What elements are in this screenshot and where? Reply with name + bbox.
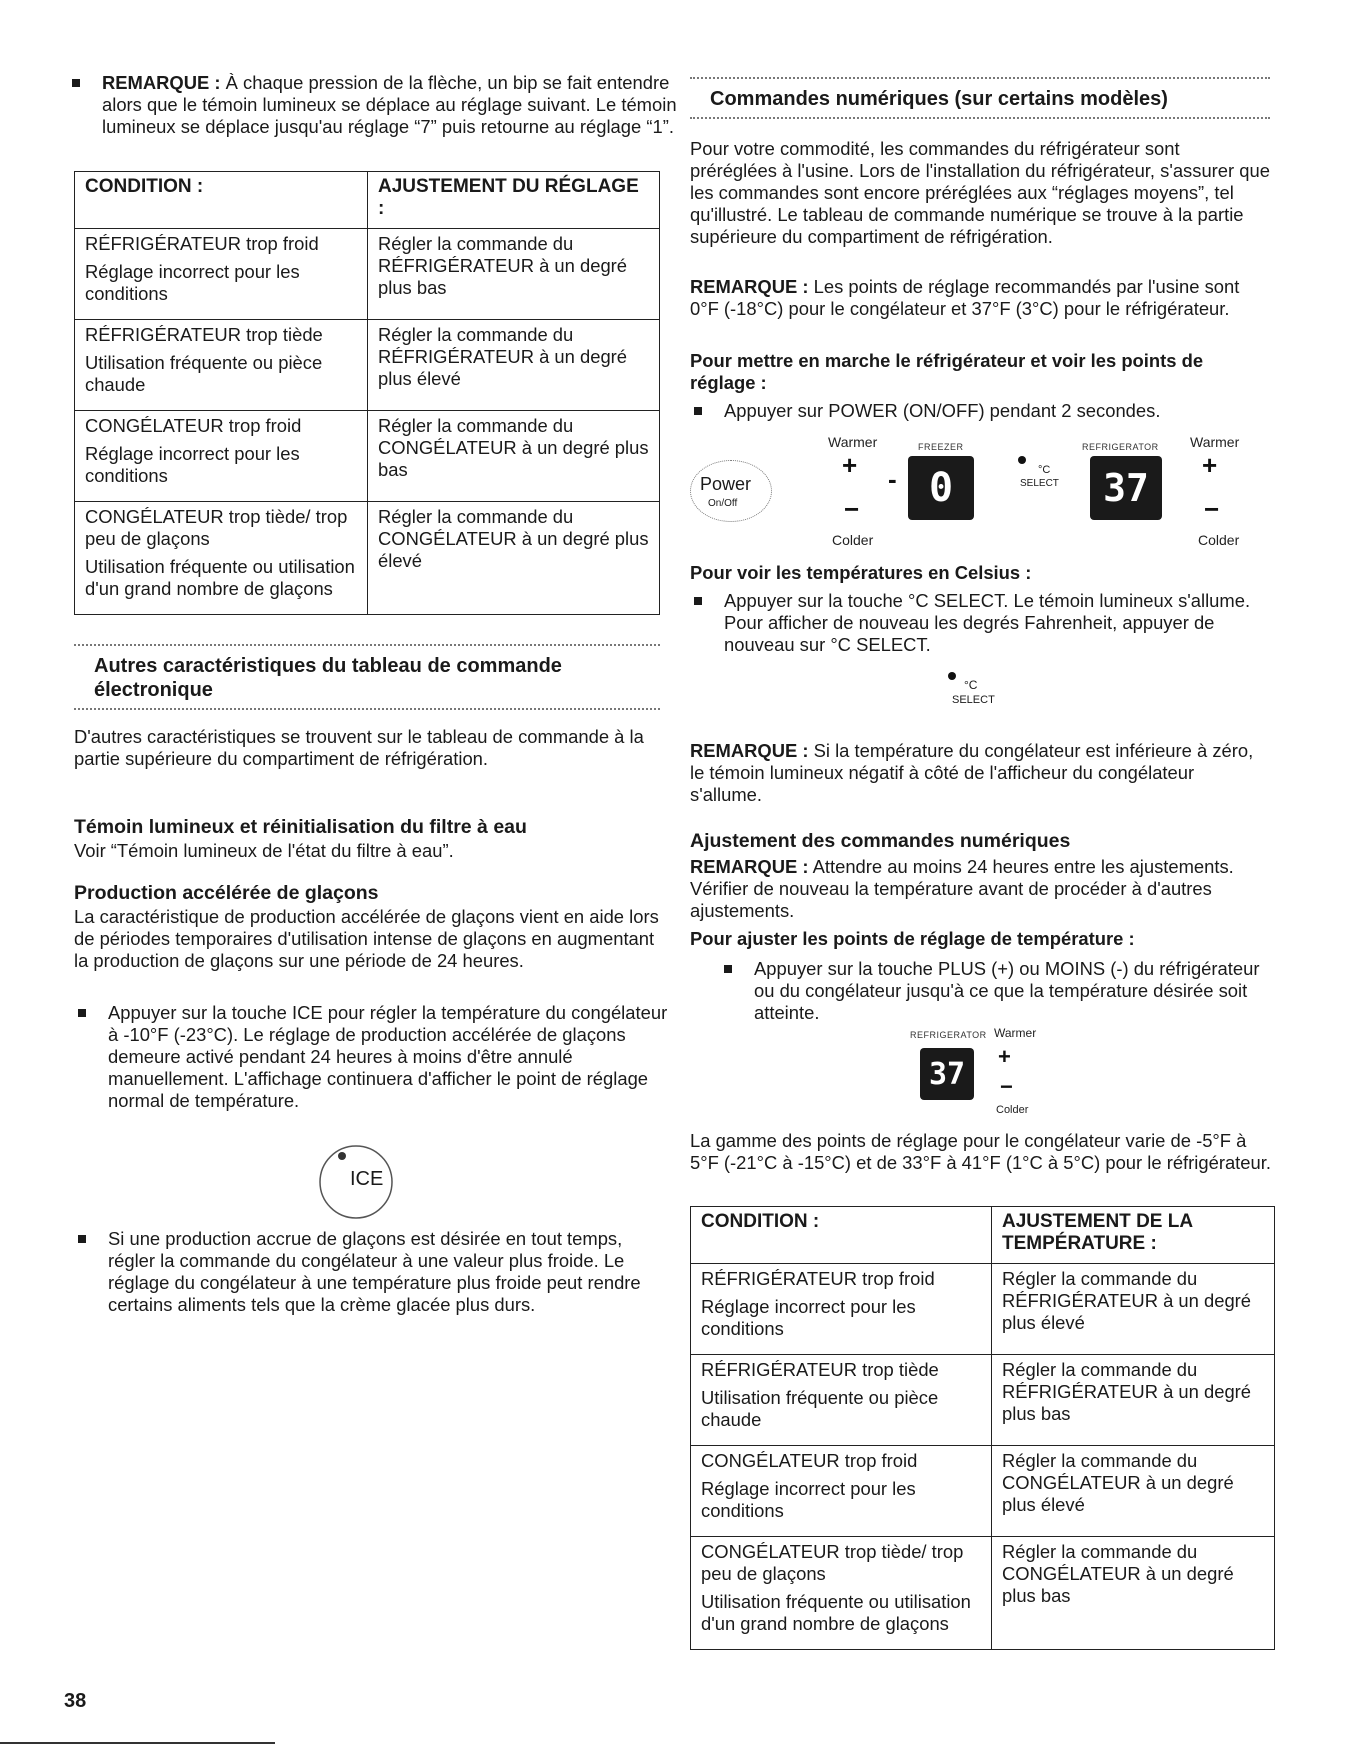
digital-intro: Pour votre commodité, les commandes du réfrigérateur sont préréglées à l'usine. Lors de l'installation du réfrigérateur, s'assurer que les commandes sont encore préréglées aux “réglages moyens”, tel qu'illustré. Le tableau de commande numérique se trouve à la partie supérieure du compartiment de réfrigération. xyxy=(690,138,1270,247)
fridge-minus-button[interactable] xyxy=(996,1074,1022,1100)
freezer-colder-label: Colder xyxy=(832,532,874,548)
adjust-text: Régler la commande du RÉFRIGÉRATEUR à un degré plus élevé xyxy=(1002,1268,1252,1333)
minus-icon: − xyxy=(844,494,860,524)
remarque-1 xyxy=(690,276,1270,320)
header-adjust: AJUSTEMENT DE LA TEMPÉRATURE : xyxy=(992,1207,1275,1264)
condition-main: CONGÉLATEUR trop froid xyxy=(85,415,302,436)
remarque-2-text: Si la température du congélateur est inférieure à zéro, le témoin lumineux négatif à côté de l'afficheur du congélateur s'allume. xyxy=(690,740,1254,805)
fridge-adjust-illustration xyxy=(910,1026,1040,1120)
ice-title: Production accélérée de glaçons xyxy=(74,882,379,904)
fridge-plus-button[interactable] xyxy=(996,1044,1022,1072)
condition-table-left xyxy=(74,171,660,615)
adjust-cell xyxy=(992,1355,1275,1446)
control-panel xyxy=(690,430,1275,555)
fridge-display: 37 xyxy=(1090,456,1162,520)
ice-button[interactable] xyxy=(308,1142,404,1222)
remarque-3-text: Attendre au moins 24 heures entre les ajustements. Vérifier de nouveau la température avant de procéder à d'autres ajustements. xyxy=(690,856,1234,921)
page-number: 38 xyxy=(64,1690,87,1712)
adjust-text: Régler la commande du RÉFRIGÉRATEUR à un degré plus bas xyxy=(1002,1359,1252,1424)
condition-main: RÉFRIGÉRATEUR trop froid xyxy=(701,1268,935,1289)
condition-cell xyxy=(75,411,368,502)
remarque-1-text: Les points de réglage recommandés par l'usine sont 0°F (-18°C) pour le congélateur et 37°F (3°C) pour le réfrigérateur. xyxy=(690,276,1240,319)
warmer-label: Warmer xyxy=(994,1026,1037,1040)
table-row xyxy=(691,1537,1275,1650)
adjust-cell xyxy=(368,229,660,320)
condition-cell xyxy=(75,320,368,411)
celsius-indicator-dot xyxy=(948,672,956,680)
condition-cell xyxy=(691,1264,992,1355)
colder-label: Colder xyxy=(996,1104,1029,1116)
footer-divider xyxy=(0,1742,275,1744)
condition-cell xyxy=(75,502,368,615)
freezer-minus-button[interactable] xyxy=(838,496,872,530)
adjust-text: Régler la commande du CONGÉLATEUR à un degré plus élevé xyxy=(378,506,649,571)
freezer-label: FREEZER xyxy=(918,442,964,452)
celsius-title: Pour voir les températures en Celsius : xyxy=(690,562,1032,583)
condition-cause: Utilisation fréquente ou utilisation d'un grand nombre de glaçons xyxy=(701,1591,971,1634)
freezer-display: 0 xyxy=(908,456,974,520)
remarque-note xyxy=(68,72,692,138)
fridge-plus-button[interactable] xyxy=(1198,450,1232,484)
condition-cell xyxy=(75,229,368,320)
remarque-1-label: REMARQUE : xyxy=(690,276,809,297)
minus-icon: − xyxy=(1000,1074,1013,1099)
condition-cause: Réglage incorrect pour les conditions xyxy=(701,1478,916,1521)
adjust-subtitle: Pour ajuster les points de réglage de température : xyxy=(690,928,1135,949)
condition-main: RÉFRIGÉRATEUR trop froid xyxy=(85,233,319,254)
ice-button-label: ICE xyxy=(350,1168,384,1190)
freezer-negative-indicator: - xyxy=(888,464,897,494)
condition-main: CONGÉLATEUR trop tiède/ trop peu de glaçons xyxy=(85,506,348,549)
minus-icon: − xyxy=(1204,494,1220,524)
table-row xyxy=(691,1355,1275,1446)
table-row xyxy=(691,1264,1275,1355)
table-header-row xyxy=(75,172,660,229)
remarque-3 xyxy=(690,856,1270,922)
condition-main: CONGÉLATEUR trop froid xyxy=(701,1450,918,1471)
adjust-title: Ajustement des commandes numériques xyxy=(690,830,1071,852)
adjust-text: Régler la commande du RÉFRIGÉRATEUR à un degré plus élevé xyxy=(378,324,628,389)
celsius-select-button[interactable] xyxy=(1012,464,1072,510)
condition-cell xyxy=(691,1537,992,1650)
condition-cause: Utilisation fréquente ou pièce chaude xyxy=(85,352,323,395)
power-bullet: Appuyer sur POWER (ON/OFF) pendant 2 secondes. xyxy=(690,400,1284,422)
condition-cell xyxy=(691,1446,992,1537)
condition-cause: Utilisation fréquente ou pièce chaude xyxy=(701,1387,939,1430)
adjust-text: Régler la commande du CONGÉLATEUR à un degré plus élevé xyxy=(1002,1450,1234,1515)
other-features-intro: D'autres caractéristiques se trouvent sur le tableau de commande à la partie supérieure du compartiment de réfrigération. xyxy=(74,726,644,769)
header-condition: CONDITION : xyxy=(691,1207,992,1264)
plus-icon: + xyxy=(842,450,858,480)
fridge-minus-button[interactable] xyxy=(1198,496,1232,530)
section-title-other-features: Autres caractéristiques du tableau de commande électronique xyxy=(74,644,660,710)
ice-text: La caractéristique de production accélérée de glaçons vient en aide lors de périodes temporaires d'utilisation intense de glaçons en augmentant la production de glaçons sur une période de 24 heures. xyxy=(74,906,659,971)
adjust-text: Régler la commande du CONGÉLATEUR à un degré plus bas xyxy=(378,415,649,480)
onoff-label: On/Off xyxy=(708,498,738,509)
condition-cause: Réglage incorrect pour les conditions xyxy=(85,443,300,486)
condition-main: CONGÉLATEUR trop tiède/ trop peu de glaçons xyxy=(701,1541,964,1584)
plus-icon: + xyxy=(998,1044,1011,1069)
refrigerator-label: REFRIGERATOR xyxy=(910,1030,987,1040)
adjust-cell xyxy=(368,320,660,411)
refrigerator-label: REFRIGERATOR xyxy=(1082,442,1159,452)
table-row xyxy=(691,1446,1275,1537)
condition-cause: Utilisation fréquente ou utilisation d'un grand nombre de glaçons xyxy=(85,556,355,599)
filter-text: Voir “Témoin lumineux de l'état du filtre à eau”. xyxy=(74,840,454,861)
section-title-digital-controls: Commandes numériques (sur certains modèles) xyxy=(690,77,1270,119)
fridge-display: 37 xyxy=(920,1048,974,1100)
header-condition: CONDITION : xyxy=(75,172,368,229)
power-title: Pour mettre en marche le réfrigérateur et voir les points de réglage : xyxy=(690,350,1204,393)
remarque-2 xyxy=(690,740,1270,806)
adjust-cell xyxy=(992,1264,1275,1355)
fridge-colder-label: Colder xyxy=(1198,532,1240,548)
adjust-bullet: Appuyer sur la touche PLUS (+) ou MOINS (-) du réfrigérateur ou du congélateur jusqu'à ce que la température désirée soit atteinte. xyxy=(720,958,1284,1024)
select-label: SELECT xyxy=(1020,478,1059,489)
ice-bullet: Appuyer sur la touche ICE pour régler la température du congélateur à -10°F (-23°C). Le réglage de production accélérée de glaçons demeure activé pendant 24 heures à moins d'être annulé manuellement. L'affichage continuera d'afficher le point de réglage normal de température. xyxy=(74,1002,668,1112)
adjust-cell xyxy=(368,502,660,615)
ice-bullet-2: Si une production accrue de glaçons est désirée en tout temps, régler la commande du congélateur à une valeur plus froide. Le réglage du congélateur à une température plus froide peut rendre certains aliments tels que la crème glacée plus durs. xyxy=(74,1228,668,1316)
condition-cause: Réglage incorrect pour les conditions xyxy=(701,1296,916,1339)
remarque-text: À chaque pression de la flèche, un bip se fait entendre alors que le témoin lumineux se déplace au réglage suivant. Le témoin lumineux se déplace jusqu'au réglage “7” puis retourne au réglage “1”. xyxy=(102,72,677,137)
table-header-row xyxy=(691,1207,1275,1264)
range-text: La gamme des points de réglage pour le congélateur varie de -5°F à 5°F (-21°C à -15°C) et de 33°F à 41°F (1°C à 5°C) pour le réfrigérateur. xyxy=(690,1130,1271,1173)
condition-main: RÉFRIGÉRATEUR trop tiède xyxy=(85,324,323,345)
adjust-text: Régler la commande du RÉFRIGÉRATEUR à un degré plus bas xyxy=(378,233,628,298)
adjust-text: Régler la commande du CONGÉLATEUR à un degré plus bas xyxy=(1002,1541,1234,1606)
table-row xyxy=(75,411,660,502)
celsius-label: °C xyxy=(1038,464,1051,476)
fridge-warmer-label: Warmer xyxy=(1190,434,1240,450)
freezer-plus-button[interactable] xyxy=(838,450,872,484)
adjust-cell xyxy=(992,1537,1275,1650)
condition-cell xyxy=(691,1355,992,1446)
adjust-cell xyxy=(992,1446,1275,1537)
table-row xyxy=(75,502,660,615)
table-row xyxy=(75,320,660,411)
celsius-select-illustration[interactable] xyxy=(948,668,1008,718)
adjust-cell xyxy=(368,411,660,502)
select-label: SELECT xyxy=(952,694,995,706)
celsius-bullet: Appuyer sur la touche °C SELECT. Le témoin lumineux s'allume. Pour afficher de nouveau les degrés Fahrenheit, appuyer de nouveau sur °C SELECT. xyxy=(690,590,1284,656)
remarque-2-label: REMARQUE : xyxy=(690,740,809,761)
celsius-label: °C xyxy=(964,678,978,692)
power-button[interactable] xyxy=(690,460,780,530)
power-label: Power xyxy=(700,474,752,494)
plus-icon: + xyxy=(1202,450,1218,480)
remarque-label: REMARQUE : xyxy=(102,72,221,93)
header-adjust: AJUSTEMENT DU RÉGLAGE : xyxy=(368,172,660,229)
remarque-3-label: REMARQUE : xyxy=(690,856,809,877)
table-row xyxy=(75,229,660,320)
condition-main: RÉFRIGÉRATEUR trop tiède xyxy=(701,1359,939,1380)
celsius-indicator-dot xyxy=(1018,456,1026,464)
filter-title: Témoin lumineux et réinitialisation du filtre à eau xyxy=(74,816,527,838)
freezer-warmer-label: Warmer xyxy=(828,434,878,450)
condition-cause: Réglage incorrect pour les conditions xyxy=(85,261,300,304)
condition-table-right xyxy=(690,1206,1275,1650)
